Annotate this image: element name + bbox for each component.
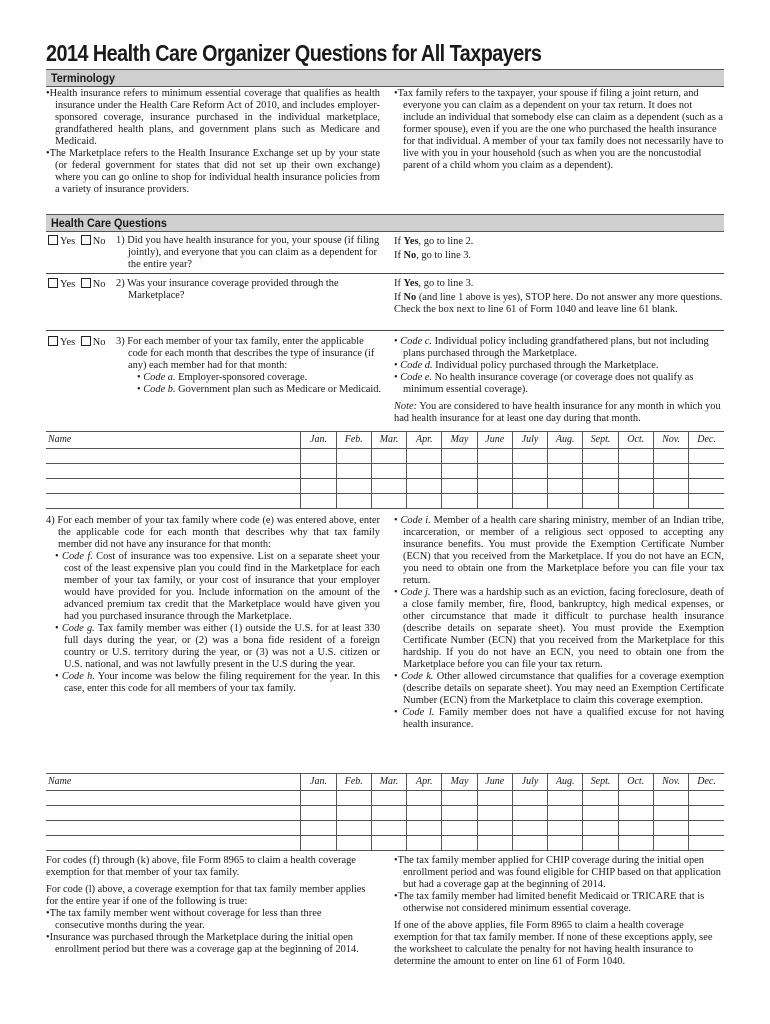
q1-text: 1) Did you have health insurance for you, your spouse (if filing jointly), and everyone that you can claim as a dependent for the entire year? (116, 235, 380, 270)
terminology-header-bar (46, 69, 724, 87)
coverage-table-header: Name Jan. Feb. Mar. Apr. May June July Aug. Sept. Oct. Nov. Dec. (46, 432, 724, 449)
footer-right-column: •The tax family member applied for CHIP coverage during the initial open enrollment period and was found eligible for CHIP based on that application but had a coverage gap at the beginning of 2014. •The tax family member had limited benefit Medicaid or TRICARE that is otherwise not considered minimum essential coverage. If one of the above applies, file Form 8965 to claim a health coverage exemption for that tax family member. If none of these exceptions apply, see the worksheet to calculate the penalty for not having health insurance to determine the amount to enter on line 61 of Form 1040. (394, 855, 721, 967)
q2-yes-no: Yes No (48, 278, 105, 291)
term-health-insurance: •Health insurance refers to minimum essential coverage that qualifies as health insurance under the Health Care Reform Act of 2010, and includes employer-sponsored coverage, insurance purchased in the individual marketplace, grandfathered health plans, and government plans such as Medicare and Medicaid. (46, 88, 380, 147)
footer-left-column: For codes (f) through (k) above, file Form 8965 to claim a health coverage exemption for that member of your tax family. For code (l) above, a coverage exemption for that tax family member applies for the entire year if one of the following is true: •The tax family member went without coverage for less than three consecutive months during the year. •Insurance was purchased through the Marketplace during the initial open enrollment period but there was a coverage gap at the beginning of 2014. (46, 855, 366, 955)
terminology-left-column (46, 88, 380, 196)
table-row[interactable] (46, 494, 724, 509)
q3-yes-no: Yes No (48, 336, 105, 349)
terminology-right-column (394, 88, 724, 172)
q3-codes-right: • Code c. Individual policy including grandfathered plans, but not including plans purchased through the Marketplace. • Code d. Individual policy purchased through the Marketplace. • Code e. No health insurance coverage (or coverage does not qualify as minimum essential coverage). Note: You are considered to have health insurance for any month in which you had health insurance for at least one day during that month. (394, 336, 721, 424)
q4-right-column: • Code i. Member of a health care sharing ministry, member of an Indian tribe, incarceration, or member of a religious sect opposed to accepting any insurance benefits. You must provide the Exemption Certificate Number (ECN) that you received from the Marketplace. If you do not have an ECN, you need to obtain one from the Marketplace before you can file your tax return. • Code j. There was a hardship such as an eviction, facing foreclosure, death of a close family member, fire, flood, bankruptcy, high medical expenses, or other circumstance that made it difficult to purchase health insurance (describe details on separate sheet). You must provide the Exemption Certificate Number (ECN) that you received from the Marketplace for this hardship. If you do not have an ECN, you need to obtain one from the Marketplace before you can file your tax return. • Code k. Other allowed circumstance that qualifies for a coverage exemption (describe details on separate sheet). You may need an Exemption Certificate Number (ECN) from the Marketplace to claim this coverage exemption. • Code l. Family member does not have a qualified excuse for not having health insurance. (394, 515, 725, 730)
q2-yes-checkbox[interactable] (48, 278, 58, 288)
page-title: 2014 Health Care Organizer Questions for All Taxpayers (46, 40, 542, 66)
q3-yes-checkbox[interactable] (48, 336, 58, 346)
term-tax-family: •Tax family refers to the taxpayer, your spouse if filing a joint return, and everyone you can claim as a dependent on your tax return. It does not include an individual that somebody else can claim as a dependent (such as a former spouse), even if you are the one who purchased the health insurance for that individual. A member of your tax family does not necessarily have to live with you in your household (such as when you are the noncustodial parent of a child whom you claim as a dependent). (394, 88, 724, 171)
table-row[interactable] (46, 479, 724, 494)
q3-text: 3) For each member of your tax family, enter the applicable code for each month that describes the type of insurance (if any) each member had for that month: • Code a. Employer-sponsored coverage. • Code b. Government plan such as Medicare or Medicaid. (116, 336, 382, 395)
term-marketplace: •The Marketplace refers to the Health Insurance Exchange set up by your state (or federal government for states that did not set up their own exchange) where you can go online to shop for individual health insurance policies from a variety of insurance providers. (46, 148, 380, 195)
q2-text: 2) Was your insurance coverage provided through the Marketplace? (116, 278, 339, 301)
questions-header-bar (46, 214, 724, 232)
table-row[interactable] (46, 791, 724, 806)
exemption-code-table (46, 773, 724, 851)
q3-no-checkbox[interactable] (81, 336, 91, 346)
q1-yes-checkbox[interactable] (48, 235, 58, 245)
table-row[interactable] (46, 821, 724, 836)
q1-divider (46, 273, 724, 274)
q2-no-checkbox[interactable] (81, 278, 91, 288)
q4-left-column: 4) For each member of your tax family where code (e) was entered above, enter the applicable code for each month that describes why that tax family member did not have any insurance for that month: • Code f. Cost of insurance was too expensive. List on a separate sheet your cost of the least expensive plan you could find in the Marketplace for each member of your tax family, or your cost of insurance that your employer would have provided for you. Include information on the amount of the advanced premium tax credit that the Marketplace would have given you had you purchased insurance through the Marketplace. • Code g. Tax family member was either (1) outside the U.S. for at least 330 full days during the year, or (2) was a bona fide resident of a foreign country or U.S. territory during the year, or (3) was not a U.S. citizen or U.S. national, and was not lawfully present in the U.S during the year. • Code h. Your income was below the filing requirement for the year. In this case, enter this code for all members of your tax family. (46, 515, 380, 694)
questions-heading: Health Care Questions (51, 216, 167, 230)
exemption-table-header: Name Jan. Feb. Mar. Apr. May June July Aug. Sept. Oct. Nov. Dec. (46, 774, 724, 791)
table-row[interactable] (46, 836, 724, 851)
terminology-heading: Terminology (51, 71, 116, 85)
q2-divider (46, 330, 724, 331)
coverage-code-table (46, 431, 724, 509)
q2-instructions: If Yes, go to line 3. If No (and line 1 above is yes), STOP here. Do not answer any more questions. Check the box next to line 61 of Form 1040 and leave line 61 blank. (394, 278, 723, 315)
table-row[interactable] (46, 464, 724, 479)
table-row[interactable] (46, 449, 724, 464)
table-row[interactable] (46, 806, 724, 821)
q1-no-checkbox[interactable] (81, 235, 91, 245)
q1-yes-no: Yes No (48, 235, 105, 248)
q1-instructions: If Yes, go to line 2. If No, go to line 3. (394, 236, 474, 261)
